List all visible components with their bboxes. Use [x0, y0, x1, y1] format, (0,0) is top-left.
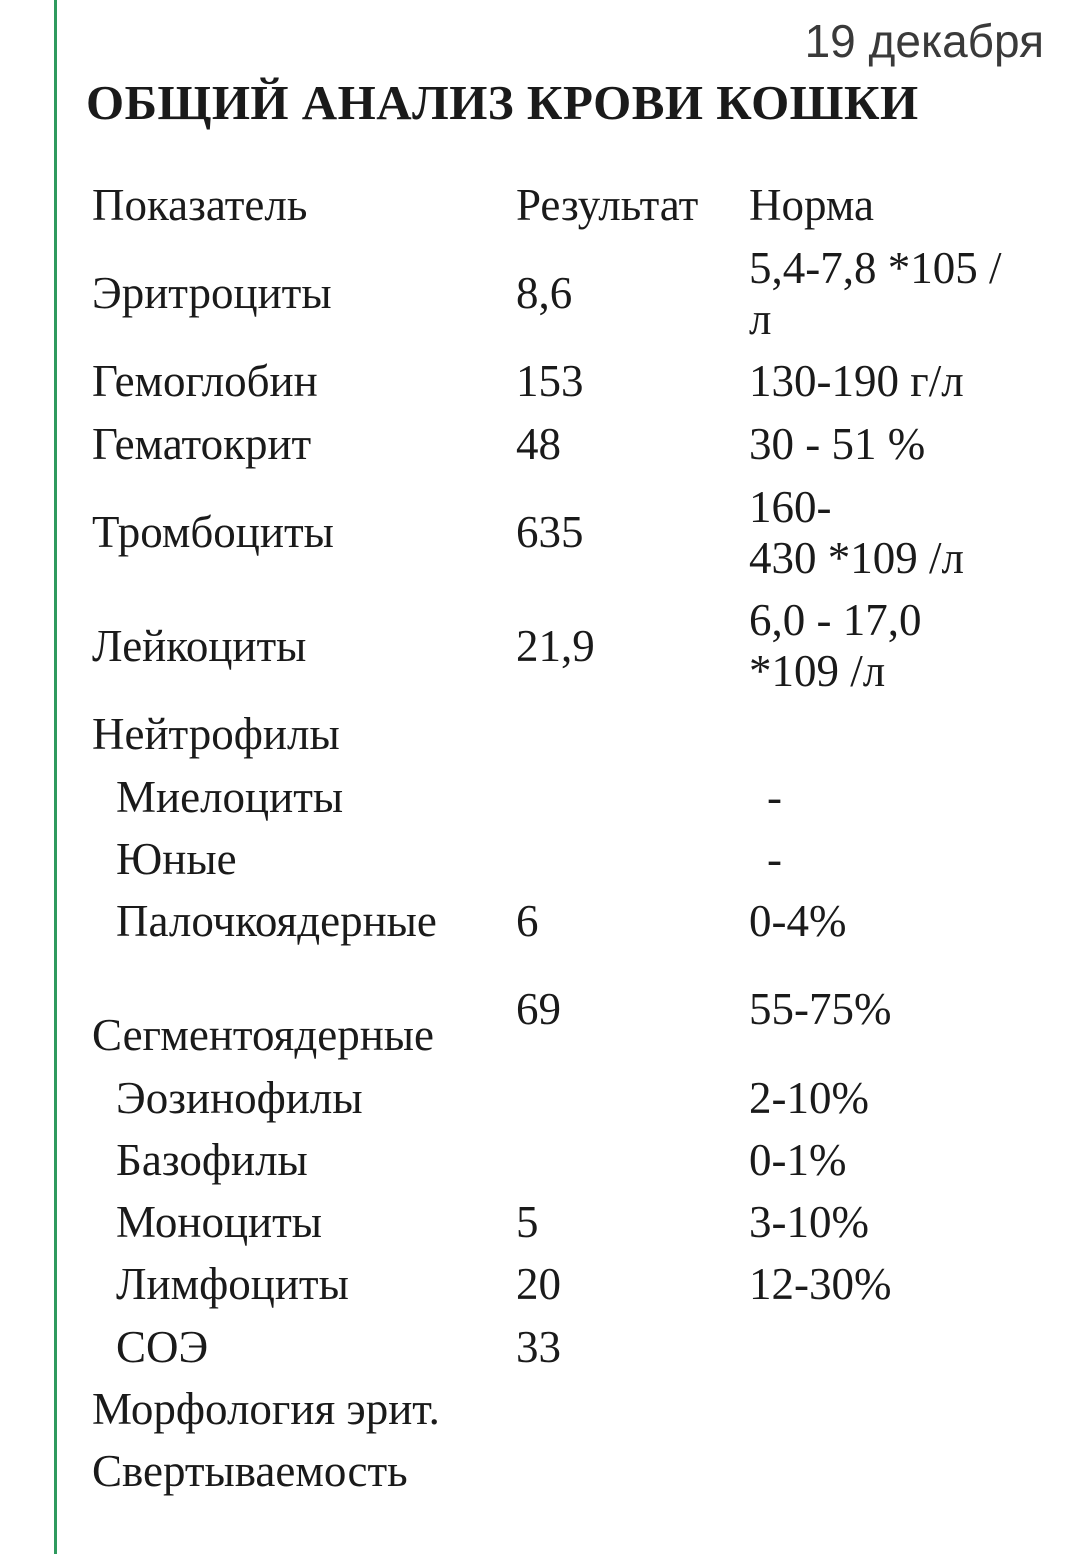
row-norm-cont: *109 /л	[749, 646, 886, 696]
row-result: 33	[516, 1322, 561, 1372]
left-margin-rule	[54, 0, 57, 1554]
row-name: Нейтрофилы	[92, 709, 340, 759]
row-norm-cont: л	[749, 294, 772, 344]
row-result: 5	[516, 1197, 539, 1247]
row-norm: 5,4-7,8 *105 /	[749, 243, 1002, 293]
date-label: 19 декабря	[804, 15, 1044, 67]
row-norm: 130-190 г/л	[749, 356, 964, 406]
row-norm: 0-1%	[749, 1135, 847, 1185]
row-name: СОЭ	[116, 1322, 209, 1372]
row-name: Лейкоциты	[92, 621, 307, 671]
row-result: 69	[516, 984, 561, 1034]
row-name: Эозинофилы	[116, 1073, 363, 1123]
row-result: 153	[516, 356, 584, 406]
row-norm: 2-10%	[749, 1073, 869, 1123]
row-name: Базофилы	[116, 1135, 308, 1185]
header-result: Результат	[516, 180, 699, 230]
row-name: Морфология эрит.	[92, 1384, 440, 1434]
row-name: Тромбоциты	[92, 507, 334, 557]
header-norm: Норма	[749, 180, 874, 230]
row-norm: -	[767, 834, 782, 884]
row-norm: 6,0 - 17,0	[749, 595, 922, 645]
row-name: Гемоглобин	[92, 356, 318, 406]
row-norm: 30 - 51 %	[749, 419, 926, 469]
row-norm: -	[767, 772, 782, 822]
row-norm: 12-30%	[749, 1259, 892, 1309]
row-norm: 55-75%	[749, 984, 892, 1034]
row-result: 20	[516, 1259, 561, 1309]
row-result: 635	[516, 507, 584, 557]
page-title: ОБЩИЙ АНАЛИЗ КРОВИ КОШКИ	[86, 75, 919, 130]
row-result: 48	[516, 419, 561, 469]
row-name: Палочкоядерные	[116, 896, 437, 946]
row-result: 21,9	[516, 621, 595, 671]
row-name: Эритроциты	[92, 268, 332, 318]
row-norm: 3-10%	[749, 1197, 869, 1247]
row-result: 6	[516, 896, 539, 946]
row-norm: 0-4%	[749, 896, 847, 946]
row-norm-cont: 430 *109 /л	[749, 533, 964, 583]
row-name: Свертываемость	[92, 1446, 408, 1496]
row-name: Юные	[116, 834, 237, 884]
row-norm: 160-	[749, 482, 832, 532]
row-result: 8,6	[516, 268, 573, 318]
row-name: Гематокрит	[92, 419, 312, 469]
header-name: Показатель	[92, 180, 308, 230]
row-name: Миелоциты	[116, 772, 344, 822]
row-name: Моноциты	[116, 1197, 323, 1247]
row-name: Лимфоциты	[116, 1259, 349, 1309]
row-name: Сегментоядерные	[92, 1010, 435, 1060]
